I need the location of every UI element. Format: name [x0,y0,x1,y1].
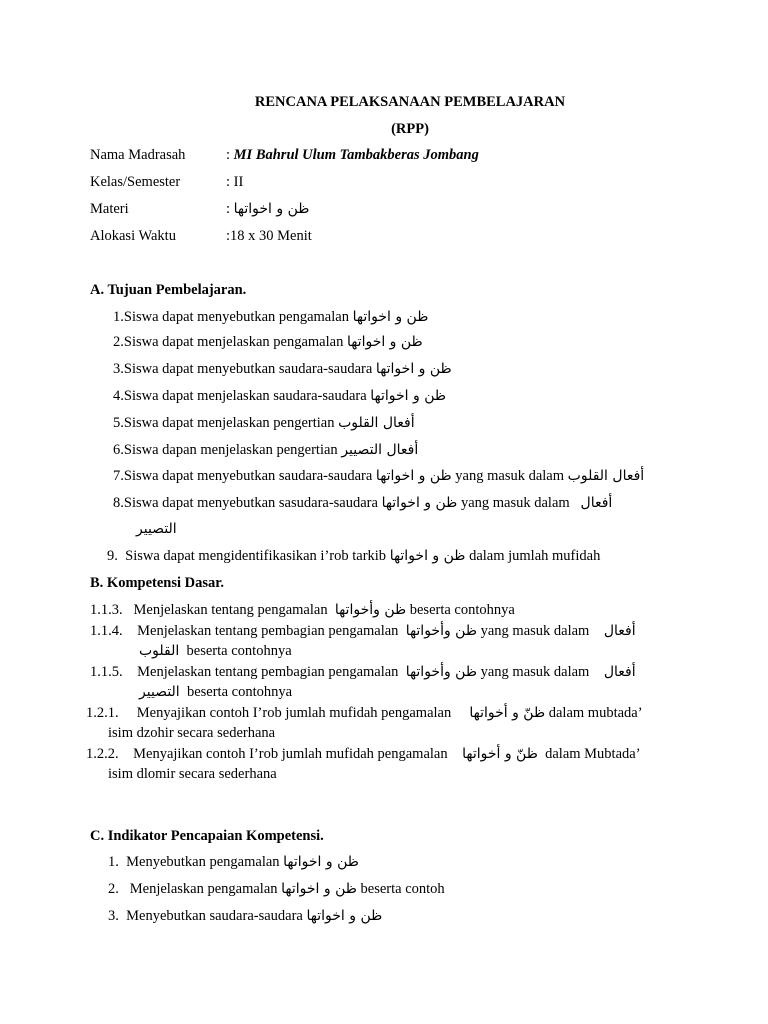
list-item: 3.Siswa dapat menyebutkan saudara-saudara ظن و اخواتها [113,361,452,377]
list-item: 1.2.1. Menyajikan contoh I’rob jumlah mufidah pengamalan ظنّ و أخواتها dalam mubtada’ [86,705,643,721]
info-label-kelas: Kelas/Semester [90,174,181,190]
list-item: 1.1.4. Menjelaskan tentang pembagian pengamalan ظن وأخواتها yang masuk dalam أفعال [90,623,636,639]
list-item: 1.1.5. Menjelaskan tentang pembagian pengamalan ظن وأخواتها yang masuk dalam أفعال [90,664,636,680]
list-item: 1.1.3. Menjelaskan tentang pengamalan ظن وأخواتها beserta contohnya [90,602,515,618]
list-item: 1.Siswa dapat menyebutkan pengamalan ظن و اخواتها [113,309,429,325]
list-item: 9. Siswa dapat mengidentifikasikan i’rob tarkib ظن و اخواتها dalam jumlah mufidah [107,548,601,564]
list-item: 8.Siswa dapat menyebutkan sasudara-saudara ظن و اخواتها yang masuk dalam أفعال [113,495,613,511]
info-value-materi: : ظن و اخواتها [226,201,310,217]
list-item-continuation: القلوب beserta contohnya [139,643,292,659]
list-item: 3. Menyebutkan saudara-saudara ظن و اخواتها [108,908,383,924]
list-item-continuation: isim dlomir secara sederhana [108,766,277,782]
info-value-madrasah: : MI Bahrul Ulum Tambakberas Jombang [226,147,479,163]
section-c-heading: C. Indikator Pencapaian Kompetensi. [90,828,324,844]
list-item: 7.Siswa dapat menyebutkan saudara-saudara ظن و اخواتها yang masuk dalam أفعال القلوب [113,468,645,484]
list-item: 1.2.2. Menyajikan contoh I’rob jumlah mufidah pengamalan ظنّ و أخواتها dalam Mubtada’ [86,746,641,762]
list-item: 4.Siswa dapat menjelaskan saudara-saudara ظن و اخواتها [113,388,447,404]
info-label-materi: Materi [90,201,129,217]
info-label-alokasi: Alokasi Waktu [90,228,176,244]
section-a-heading: A. Tujuan Pembelajaran. [90,282,247,298]
list-item-continuation: isim dzohir secara sederhana [108,725,276,741]
info-value-kelas: : II [226,174,244,190]
list-item: 1. Menyebutkan pengamalan ظن و اخواتها [108,854,359,870]
list-item: 2.Siswa dapat menjelaskan pengamalan ظن و اخواتها [113,334,423,350]
info-value-alokasi: :18 x 30 Menit [226,228,312,244]
section-b-heading: B. Kompetensi Dasar. [90,575,224,591]
list-item-continuation: التصيير [136,521,177,537]
list-item-continuation: التصيير beserta contohnya [139,684,293,700]
list-item: 2. Menjelaskan pengamalan ظن و اخواتها beserta contoh [108,881,445,897]
document-title: RENCANA PELAKSANAAN PEMBELAJARAN [254,94,566,110]
list-item: 6.Siswa dapan menjelaskan pengertian أفعال التصيير [113,442,419,458]
document-subtitle: (RPP) [391,121,429,137]
list-item: 5.Siswa dapat menjelaskan pengertian أفعال القلوب [113,415,415,431]
info-label-madrasah: Nama Madrasah [90,147,186,163]
